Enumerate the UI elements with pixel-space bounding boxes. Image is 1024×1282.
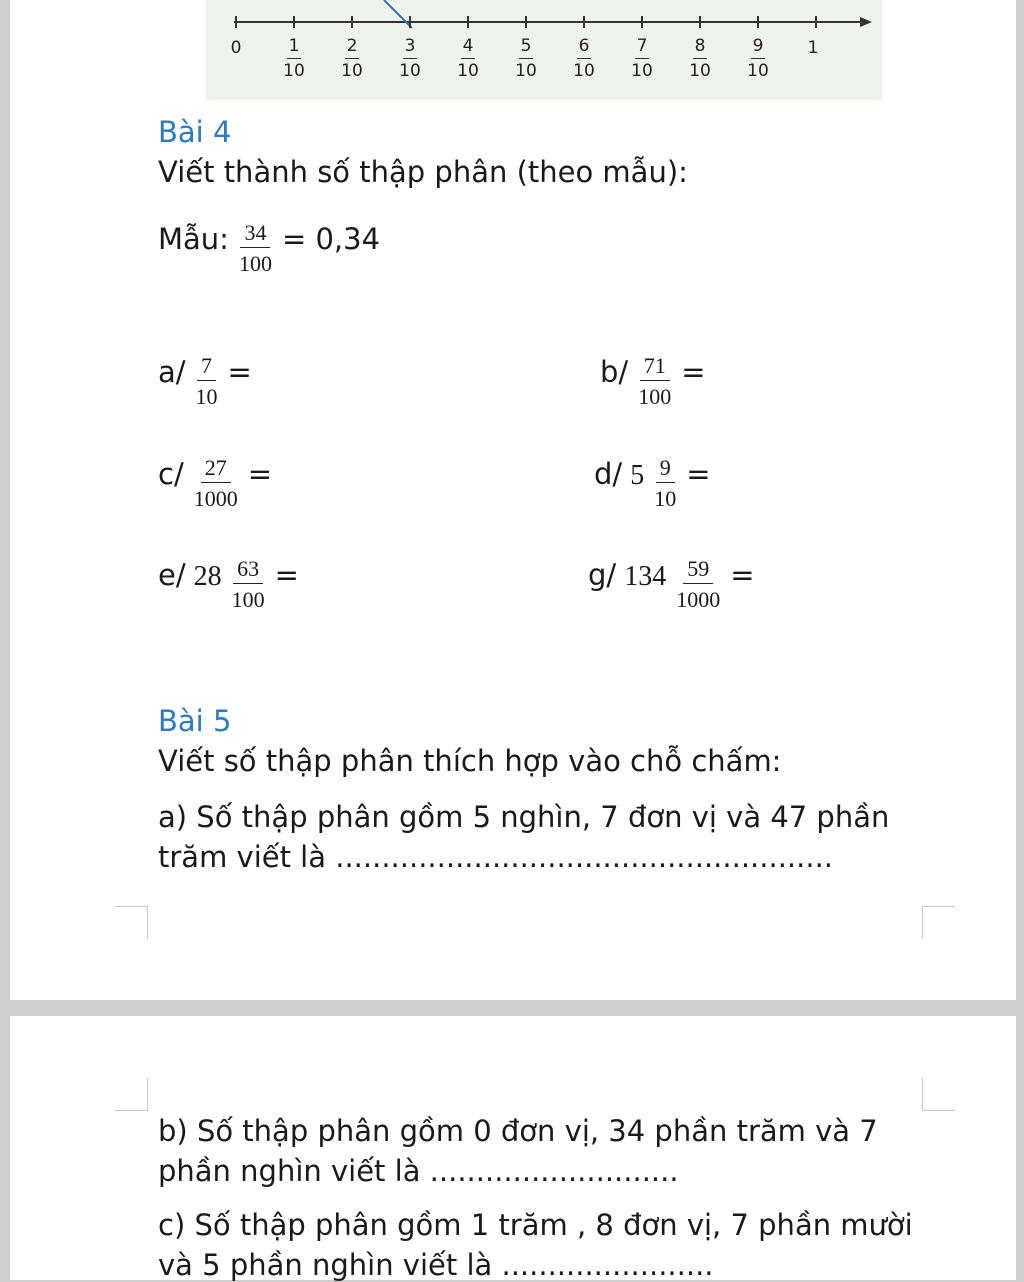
page-margin-corner [115,1078,148,1111]
example-prefix: Mẫu: [158,221,229,256]
bai4-item [594,447,711,511]
number-line-one: 1 [807,38,819,58]
item-denominator: 1000 [193,486,238,511]
page-margin-corner [922,906,955,939]
item-label: d/ [594,456,623,491]
bai4-title: Bài 4 [158,115,232,149]
bai4-instruction: Viết thành số thập phân (theo mẫu): [158,155,688,189]
example-fraction [235,222,276,275]
example-result: = 0,34 [281,221,381,256]
number-line-numerator: 3 [403,38,418,59]
number-line-denominator: 10 [631,61,653,81]
bai4-item [600,345,706,409]
number-line-fraction [506,38,546,80]
number-line-figure [206,0,882,100]
number-line-fraction [680,38,720,80]
item-fraction [634,355,675,408]
item-label: b/ [600,354,629,389]
number-line-pointer [384,0,412,28]
item-fraction [228,558,269,611]
item-equals: = [730,557,755,592]
bai4-example [158,212,381,276]
number-line-denominator: 10 [573,61,595,81]
number-line-numerator: 7 [635,38,650,59]
item-denominator: 10 [654,486,677,511]
item-label: e/ [158,557,186,592]
number-line-numerator: 1 [287,38,302,59]
number-line-denominator: 10 [747,61,769,81]
bai4-item [588,548,755,612]
number-line-fraction [332,38,372,80]
item-whole-number: 5 [630,459,645,491]
example-denominator: 100 [238,251,272,276]
number-line-denominator: 10 [515,61,537,81]
item-label: a/ [158,354,186,389]
number-line-fraction [390,38,430,80]
bai5-c-line2: và 5 phần nghìn viết là ....................... [158,1248,714,1282]
number-line-numerator: 8 [693,38,708,59]
item-label: c/ [158,456,184,491]
number-line-denominator: 10 [689,61,711,81]
item-fraction [192,355,222,408]
bai5-instruction: Viết số thập phân thích hợp vào chỗ chấm: [158,744,782,778]
item-fraction [190,457,242,510]
number-line-fraction [738,38,778,80]
item-label: g/ [588,557,617,592]
bai4-item [158,447,273,511]
item-equals: = [227,354,252,389]
number-line-numerator: 9 [751,38,766,59]
item-equals: = [681,354,706,389]
item-denominator: 10 [195,384,218,409]
bai5-a-line2: trăm viết là ...................................................... [158,840,834,874]
example-numerator: 34 [240,222,270,248]
item-numerator: 71 [640,355,670,381]
number-line-denominator: 10 [457,61,479,81]
number-line-numerator: 4 [461,38,476,59]
number-line-arrowhead [860,17,872,27]
item-numerator: 63 [233,558,263,584]
number-line-fraction [564,38,604,80]
item-denominator: 1000 [676,587,721,612]
item-fraction [672,558,724,611]
item-numerator: 9 [656,457,675,483]
page-margin-corner [922,1078,955,1111]
number-line-numerator: 2 [345,38,360,59]
item-equals: = [686,456,711,491]
number-line-fraction [448,38,488,80]
number-line-denominator: 10 [399,61,421,81]
item-numerator: 7 [197,355,216,381]
bai5-b-line2: phần nghìn viết là ........................... [158,1154,679,1188]
item-equals: = [247,456,273,491]
number-line-denominator: 10 [341,61,363,81]
item-numerator: 27 [201,457,231,483]
number-line-fraction [622,38,662,80]
bai5-title: Bài 5 [158,704,232,738]
number-line-fraction [274,38,314,80]
item-denominator: 100 [638,384,672,409]
bai5-b-line1: b) Số thập phân gồm 0 đơn vị, 34 phần trăm và 7 [158,1114,878,1148]
bai4-item [158,548,299,612]
number-line-numerator: 5 [519,38,534,59]
page-margin-corner [115,906,148,939]
item-numerator: 59 [683,558,713,584]
bai5-a-line1: a) Số thập phân gồm 5 nghìn, 7 đơn vị và 47 phần [158,800,890,834]
number-line-zero: 0 [230,38,242,58]
document-page-2 [10,1016,1016,1280]
bai4-item [158,345,252,409]
item-whole-number: 28 [193,560,222,592]
number-line-numerator: 6 [577,38,592,59]
item-equals: = [274,557,299,592]
document-page-1 [10,0,1016,1000]
item-whole-number: 134 [624,560,667,592]
bai5-c-line1: c) Số thập phân gồm 1 trăm , 8 đơn vị, 7 phần mười [158,1208,913,1242]
item-fraction [650,457,680,510]
item-denominator: 100 [231,587,265,612]
number-line-denominator: 10 [283,61,305,81]
